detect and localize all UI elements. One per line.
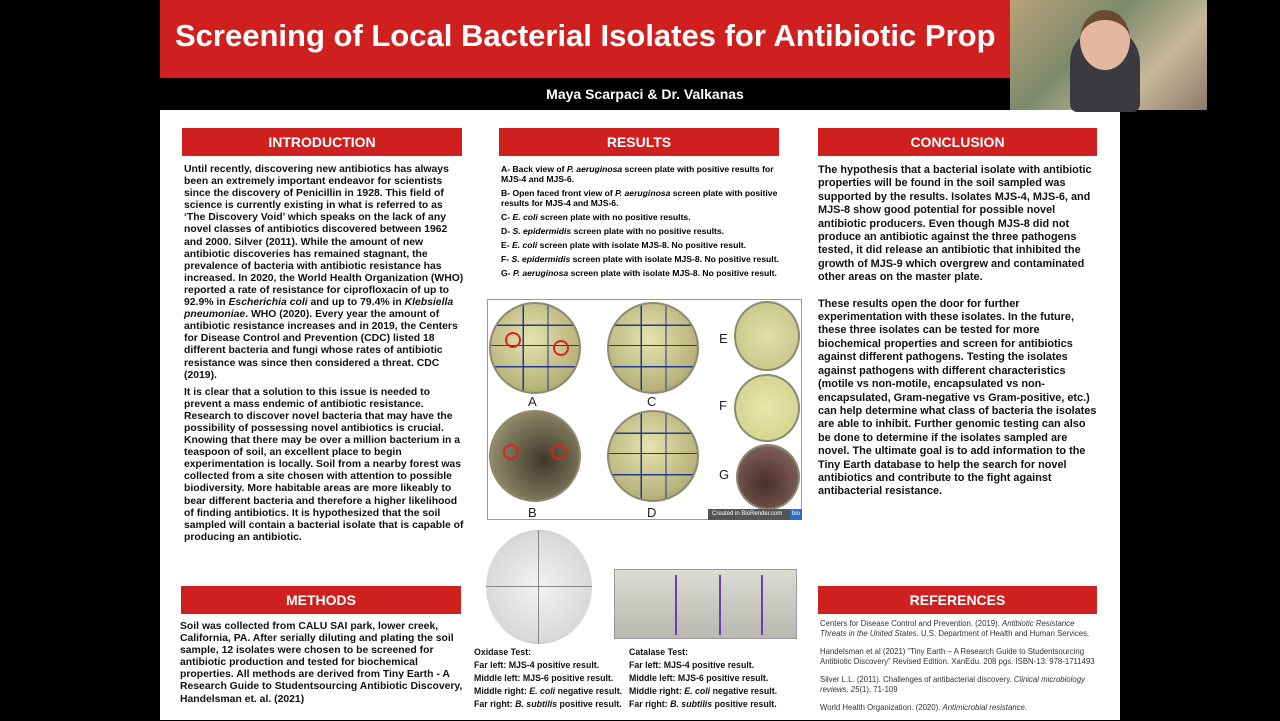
text: negative result. bbox=[555, 686, 623, 696]
text: positive result. bbox=[712, 699, 777, 709]
plate-label: B bbox=[528, 505, 537, 520]
oxidase-title: Oxidase Test: bbox=[474, 647, 532, 657]
italic-text: B. subtilis bbox=[670, 699, 713, 709]
text: B- Open faced front view of bbox=[501, 188, 616, 198]
methods-heading: METHODS bbox=[181, 586, 461, 614]
text: Far left: MJS-4 positive result. bbox=[629, 660, 755, 670]
catalase-row bbox=[629, 672, 794, 685]
plate-a bbox=[489, 302, 581, 394]
text: screen plate with no positive results. bbox=[571, 226, 725, 236]
text: E- bbox=[501, 240, 512, 250]
text: screen plate with positive results for MJS-4 and MJS-6. bbox=[501, 164, 774, 184]
text: screen plate with no positive results. bbox=[537, 212, 691, 222]
oxidase-results bbox=[474, 646, 634, 711]
species: Klebsiella pneumoniae bbox=[184, 297, 454, 321]
introduction-paragraph-2: It is clear that a solution to this issue is needed to prevent a mass endemic of antibiotic resistance. Research to discover novel bacteria that may have the possibility of possessing novel antibiotics is crucial. Knowing that there may be over a million bacterium in a teaspoon of soil, an excellent place to begin experimentation is locally. Soil from a nearby forest was collected from a site chosen with attention to possible biodiversity. More habitable areas are more likeably to bear different bacteria and therefore a higher likelihood of finding antibiotics. It is hypothesized that the soil sampled will contain a bacterial isolate that is capable of producing an antibiotic. bbox=[184, 386, 464, 543]
presenter-face bbox=[1080, 10, 1130, 70]
plate-f bbox=[734, 374, 800, 442]
text: negative result. bbox=[710, 686, 778, 696]
text: Handelsman et al (2021) “Tiny Earth – A Research Guide to Studentsourcing Antibiotic Discovery” Revised Edition. XanEdu. 208 pgs. ISBN-13: 978-1711493 bbox=[820, 647, 1095, 666]
text: screen plate with isolate MJS-8. No positive result. bbox=[570, 254, 779, 264]
results-legend bbox=[501, 164, 781, 282]
text: . bbox=[1024, 703, 1028, 712]
italic-text: S. epidermidis bbox=[512, 226, 572, 236]
results-heading: RESULTS bbox=[499, 128, 779, 156]
oxidase-row bbox=[474, 685, 634, 698]
text: Far right: bbox=[474, 699, 516, 709]
text: screen plate with positive results for MJS-4 and MJS-6. bbox=[501, 188, 778, 208]
italic-text: Clinical microbiology reviews, 25 bbox=[820, 675, 1085, 694]
introduction-heading: INTRODUCTION bbox=[182, 128, 462, 156]
italic-text: E. coli bbox=[529, 686, 556, 696]
reference-item bbox=[820, 647, 1100, 667]
plate-label: G bbox=[719, 467, 730, 482]
oxidase-row bbox=[474, 659, 634, 672]
plate-c bbox=[607, 302, 699, 394]
italic-text: Antimicrobial resistance bbox=[942, 703, 1025, 712]
text: . U.S. Department of Health and Human Services. bbox=[916, 629, 1090, 638]
italic-text: B. subtilis bbox=[515, 699, 558, 709]
methods-text: Soil was collected from CALU SAI park, lower creek, California, PA. After serially diluting and plating the soil sample, 12 isolates were chosen to be screened for antibiotic production and tested for biochemical properties. All methods are derived from Tiny Earth - A Research Guide to Studentsourcing Antibiotic Discovery, Handelsman et. al. (2021) bbox=[180, 621, 463, 705]
plate-g bbox=[736, 444, 800, 510]
legend-item bbox=[501, 226, 781, 236]
reference-item bbox=[820, 703, 1100, 713]
legend-item bbox=[501, 212, 781, 222]
poster-title: Screening of Local Bacterial Isolates for Antibiotic Prop bbox=[175, 18, 996, 53]
plate-e bbox=[734, 301, 800, 371]
text: screen plate with isolate MJS-8. No positive result. bbox=[568, 268, 777, 278]
references-list bbox=[820, 619, 1100, 721]
text: (1), 71-109 bbox=[859, 685, 898, 694]
presenter-webcam bbox=[1010, 0, 1207, 110]
oxidase-row bbox=[474, 698, 634, 711]
italic-text: E. coli bbox=[511, 240, 538, 250]
biorender-credit bbox=[708, 509, 802, 520]
plate-label: D bbox=[647, 505, 657, 520]
biorender-logo: bio bbox=[790, 509, 802, 520]
plate-b bbox=[489, 410, 581, 502]
text: Far right: bbox=[629, 699, 671, 709]
text: screen plate with isolate MJS-8. No positive result. bbox=[537, 240, 746, 250]
text: D- bbox=[501, 226, 513, 236]
legend-item bbox=[501, 240, 781, 250]
catalase-test-photo bbox=[614, 569, 797, 639]
catalase-title: Catalase Test: bbox=[629, 647, 688, 657]
conclusion-paragraph-1: The hypothesis that a bacterial isolate with antibiotic properties will be found in the soil sampled was supported by the results. Isolates MJS-4, MJS-6, and MJS-8 show good potential for possible novel antibiotic producers. Even though MJS-8 did not produce an antibiotic against the three pathogens tested, it did release an antibiotic that inhibited the growth of MJS-9 which overgrew and contaminated other areas on the master plate. bbox=[818, 164, 1092, 284]
catalase-row bbox=[629, 685, 794, 698]
text: A- Back view of bbox=[501, 164, 567, 174]
conclusion-heading: CONCLUSION bbox=[818, 128, 1097, 156]
italic-text: Antibiotic Resistance Threats in the United States bbox=[820, 619, 1075, 638]
text: G- bbox=[501, 268, 513, 278]
legend-item bbox=[501, 268, 781, 278]
text: Middle left: MJS-6 positive result. bbox=[629, 673, 769, 683]
conclusion-text bbox=[818, 164, 1100, 504]
text: Silver L.L. (2011). Challenges of antibacterial discovery. bbox=[820, 675, 1014, 684]
text: Middle left: MJS-6 positive result. bbox=[474, 673, 614, 683]
introduction-text bbox=[184, 164, 464, 549]
catalase-row bbox=[629, 698, 794, 711]
catalase-row bbox=[629, 659, 794, 672]
plate-label: F bbox=[719, 398, 727, 413]
introduction-paragraph-1 bbox=[184, 164, 464, 382]
reference-item bbox=[820, 675, 1100, 695]
italic-text: P. aeruginosa bbox=[566, 164, 623, 174]
italic-text: E. coli bbox=[684, 686, 711, 696]
conclusion-paragraph-2: These results open the door for further experimentation with these isolates. In the future, these three isolates can be tested for more biochemical properties and screen for antibiotics against different pathogens. Testing the isolates against pathogens with different characteristics (motile vs non-motile, encapsulated vs non-encapsulated, Gram-negative vs Gram-positive, etc.) can help determine what class of bacteria the isolates are able to inhibit. Further genomic testing can also be done to determine if the isolates sampled are novel. The ultimate goal is to add information to the Tiny Earth database to help the search for novel antibiotics and contribute to the fight against antibacterial resistance. bbox=[818, 297, 1097, 498]
text: Far left: MJS-4 positive result. bbox=[474, 660, 600, 670]
text: Middle right: bbox=[474, 686, 530, 696]
legend-item bbox=[501, 164, 781, 184]
legend-item bbox=[501, 254, 781, 264]
legend-item bbox=[501, 188, 781, 208]
catalase-results bbox=[629, 646, 794, 711]
italic-text: P. aeruginosa bbox=[615, 188, 671, 198]
text: . WHO (2020). Every year the amount of antibiotic resistance increases and in 2019, the Centers for Disease Control and Prevention (CDC) listed 18 different bacteria and fungi whose rates of antibiotic resistance was since then considered a threat. CDC (2019). bbox=[184, 309, 458, 381]
italic-text: S. epidermidis bbox=[511, 254, 571, 264]
text: Centers for Disease Control and Prevention. (2019). bbox=[820, 619, 1003, 628]
text: Middle right: bbox=[629, 686, 685, 696]
text: World Health Organization. (2020). bbox=[820, 703, 943, 712]
italic-text: E. coli bbox=[512, 212, 538, 222]
species: Escherichia coli bbox=[228, 297, 308, 309]
plate-label: C bbox=[647, 394, 657, 409]
plates-figure bbox=[487, 299, 802, 520]
oxidase-row bbox=[474, 672, 634, 685]
plate-label: E bbox=[719, 331, 728, 346]
plate-d bbox=[607, 410, 699, 502]
text: C- bbox=[501, 212, 513, 222]
text: Until recently, discovering new antibiotics has always been an extremely important endeavor for scientists since the discovery of Penicillin in 1928. This field of science is currently existing in what is referred to as ‘The Discovery Void’ which speaks on the lack of any novel classes of antibiotics discovered between 1962 and 2000. Silver (2011). While the amount of new antibiotic discoveries has remained stagnant, the prevalence of bacteria with antibiotic resistance has increased. In 2020, the World Health Organization (WHO) reported a rate of resistance for ciprofloxacin of up to 92.9% in bbox=[184, 164, 464, 309]
plate-label: A bbox=[528, 394, 537, 409]
references-heading: REFERENCES bbox=[818, 586, 1097, 614]
oxidase-test-photo bbox=[486, 530, 592, 644]
biorender-text: Created in BioRender.com bbox=[712, 511, 783, 517]
reference-item bbox=[820, 619, 1100, 639]
text: F- bbox=[501, 254, 512, 264]
text: positive result. bbox=[557, 699, 622, 709]
text: and up to 79.4% in bbox=[307, 297, 405, 309]
poster-authors: Maya Scarpaci & Dr. Valkanas bbox=[546, 86, 744, 102]
italic-text: P. aeruginosa bbox=[512, 268, 569, 278]
